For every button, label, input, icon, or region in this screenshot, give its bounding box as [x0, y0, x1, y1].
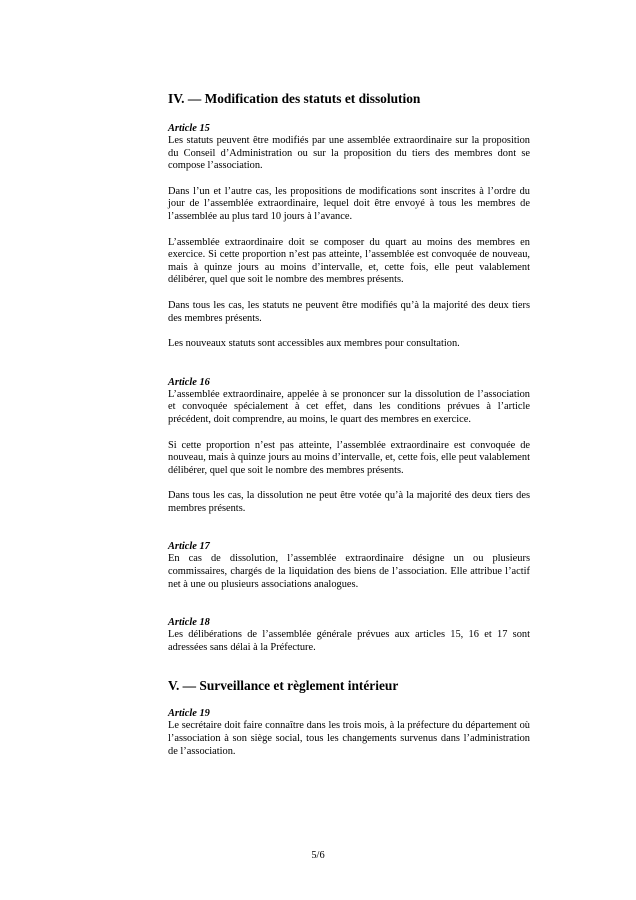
article-19-title: Article 19	[168, 708, 210, 720]
article-16-paragraph-2: Si cette proportion n’est pas atteinte, l’assemblée extraordinaire est convoquée de nouveau, mais à quinze jours au moins d’intervalle, et, cette fois, elle peut valablement délibérer, quel que soit le nombre des membres présents.	[168, 439, 530, 476]
article-16-paragraph-3: Dans tous les cas, la dissolution ne peut être votée qu’à la majorité des deux tiers des membres présents.	[168, 490, 530, 514]
section-title-iv: IV. — Modification des statuts et dissolution	[168, 91, 421, 106]
article-15-paragraph-3: L’assemblée extraordinaire doit se composer du quart au moins des membres en exercice. Si cette proportion n’est pas atteinte, l’assemblée est convoquée de nouveau, mais à quinze jours au moins d’intervalle, et, cette fois, elle peut valablement délibérer, quel que soit le nombre des membres présents.	[168, 236, 530, 286]
article-18-title: Article 18	[168, 617, 210, 629]
article-16-title: Article 16	[168, 376, 210, 388]
document-body	[168, 91, 530, 758]
article-17-paragraph-1: En cas de dissolution, l’assemblée extraordinaire désigne un ou plusieurs commissaires, chargés de la liquidation des biens de l’association. Elle attribue l’actif net à une ou plusieurs associations analogues.	[168, 553, 530, 590]
page-number: 5/6	[311, 850, 325, 861]
article-18-paragraph-1: Les délibérations de l’assemblée générale prévues aux articles 15, 16 et 17 sont adressées sans délai à la Préfecture.	[168, 629, 530, 653]
article-15-paragraph-2: Dans l’un et l’autre cas, les propositions de modifications sont inscrites à l’ordre du jour de l’assemblée extraordinaire, lequel doit être envoyé à tous les membres de l’assemblée au plus tard 10 jours à l’avance.	[168, 185, 530, 222]
article-17-title: Article 17	[168, 541, 210, 553]
article-15-paragraph-4: Dans tous les cas, les statuts ne peuvent être modifiés qu’à la majorité des deux tiers des membres présents.	[168, 299, 530, 324]
article-15-title: Article 15	[168, 123, 210, 134]
article-15-paragraph-5: Les nouveaux statuts sont accessibles aux membres pour consultation.	[168, 338, 460, 350]
article-15-paragraph-1: Les statuts peuvent être modifiés par une assemblée extraordinaire sur la proposition du Conseil d’Administration ou sur la proposition du tiers des membres dont se compose l’association.	[168, 135, 530, 172]
article-19-paragraph-1: Le secrétaire doit faire connaître dans les trois mois, à la préfecture du département où l’association à son siège social, tous les changements survenus dans l’administration de l’association.	[168, 720, 530, 757]
article-16-paragraph-1: L’assemblée extraordinaire, appelée à se prononcer sur la dissolution de l’association et convoquée spécialement à cet effet, dans les conditions prévues à l’article précédent, doit comprendre, au moins, le quart des membres en exercice.	[168, 388, 530, 425]
section-title-v: V. — Surveillance et règlement intérieur	[168, 678, 399, 694]
